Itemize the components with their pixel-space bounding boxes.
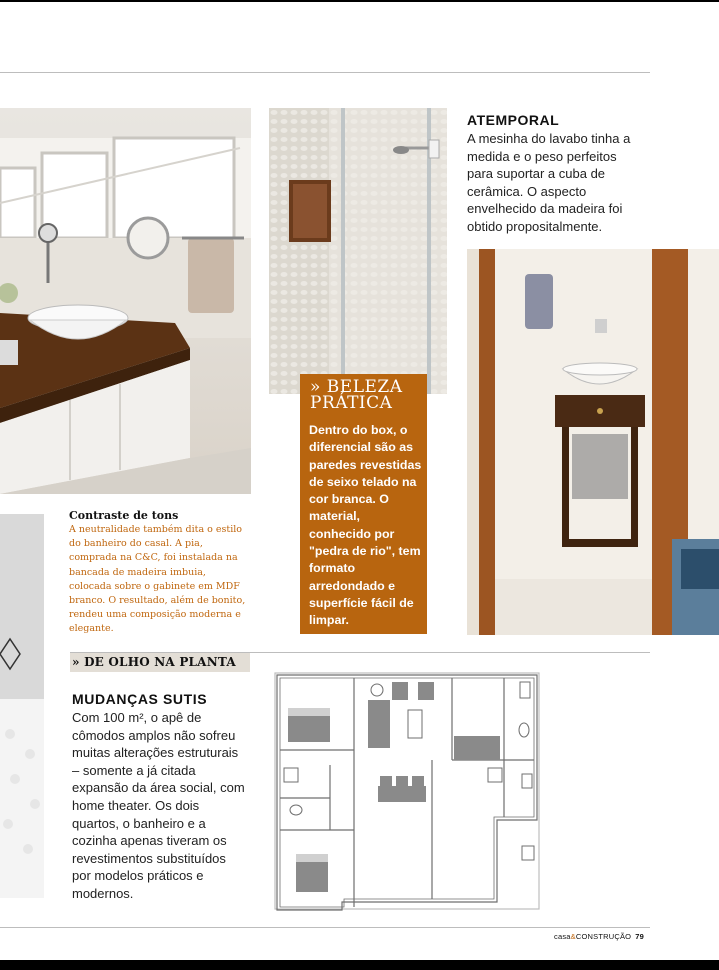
bottom-rule xyxy=(0,927,650,928)
caption-title: Contraste de tons xyxy=(69,509,179,522)
section-label: » DE OLHO NA PLANTA xyxy=(70,653,250,672)
callout-title-line1: » BELEZA xyxy=(310,377,403,397)
folio-page-number: 79 xyxy=(635,932,644,941)
mudancas-text: Com 100 m², o apê de cômodos amplos não sofreu muitas alterações estruturais – somente a já citada expansão da área social, com home theater. Os dois quartos, o banheiro e a cozinha apenas tiveram os revestimentos substituídos por modelos práticos e modernos. xyxy=(72,710,245,901)
floor-plan xyxy=(272,670,542,912)
top-rule xyxy=(0,72,650,73)
folio-brand-a: casa xyxy=(554,932,571,941)
lavabo-illustration xyxy=(467,249,719,635)
folio-brand-b: CONSTRUÇÃO xyxy=(575,932,632,941)
bedroom-illustration xyxy=(0,514,44,898)
callout-title-line2: PRÁTICA xyxy=(310,393,393,413)
atemporal-heading: ATEMPORAL xyxy=(467,112,560,128)
callout-title xyxy=(310,379,425,411)
shower-illustration xyxy=(269,108,447,397)
floor-plan-bed-2 xyxy=(296,862,328,892)
beleza-pratica-callout xyxy=(300,374,427,634)
callout-body: Dentro do box, o diferencial são as paredes revestidas de seixo telado na cor branca. O material, conhecido por "pedra de rio", tem formato arredondado e superfície fácil de limpar. xyxy=(309,423,422,628)
mudancas-heading: MUDANÇAS SUTIS xyxy=(72,691,208,707)
caption-text: A neutralidade também dita o estilo do banheiro do casal. A pia, comprada na C&C, foi instalada na bancada de madeira imbuia, colocada sobre o gabinete em MDF branco. O resultado, além de bonito, rendeu uma composição moderna e elegante. xyxy=(69,524,246,635)
shower-photo xyxy=(269,108,447,397)
bathroom-photo xyxy=(0,108,251,494)
folio-amp: & xyxy=(570,932,576,941)
atemporal-text: A mesinha do lavabo tinha a medida e o peso perfeitos para suportar a cuba de cerâmica. O aspecto envelhecido da madeira foi obtido propositalmente. xyxy=(467,131,631,234)
bathroom-illustration xyxy=(0,108,251,494)
floor-plan-bed-1 xyxy=(288,716,330,742)
lavabo-photo xyxy=(467,249,719,635)
bedroom-photo xyxy=(0,514,44,898)
page-folio xyxy=(554,932,644,941)
magazine-page xyxy=(0,2,719,960)
